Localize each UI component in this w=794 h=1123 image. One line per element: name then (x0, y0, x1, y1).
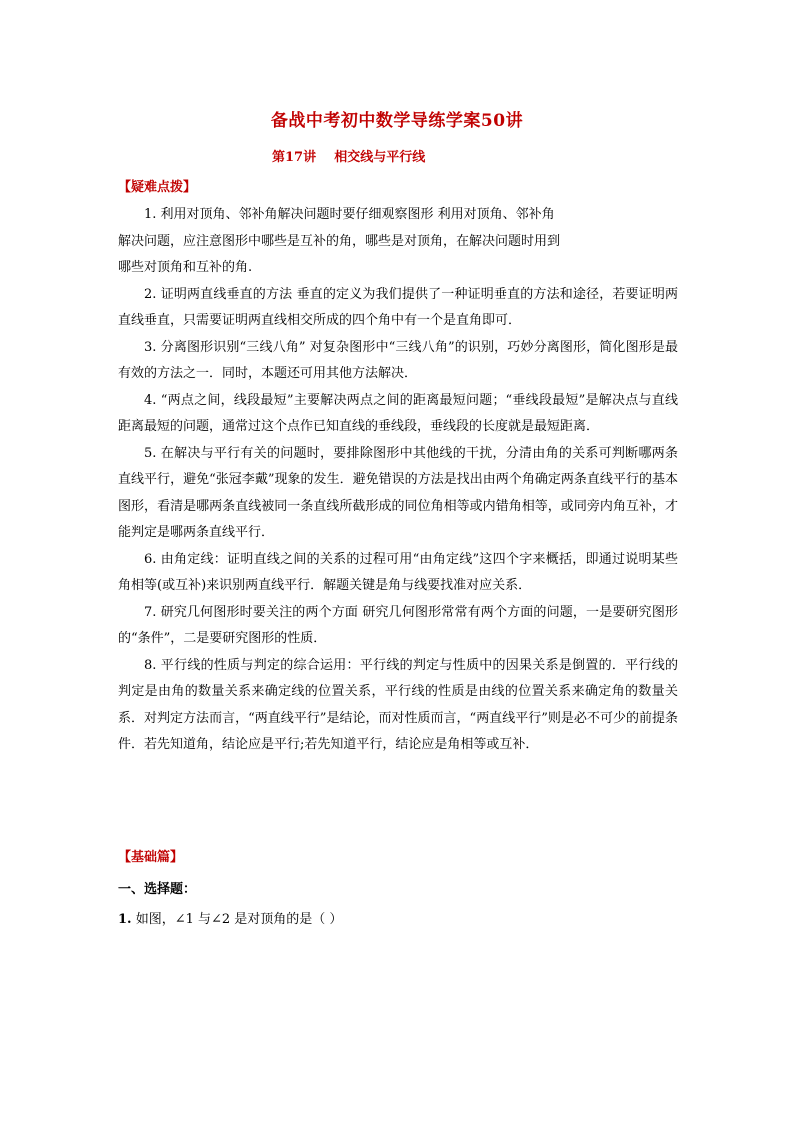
difficulty-points (118, 202, 678, 759)
point-4: 4. “两点之间，线段最短”主要解决两点之间的距离最短问题；“垂线段最短”是解决点与直线距离最短的问题，通常过这个点作已知直线的垂线段，垂线段的长度就是最短距离． (118, 392, 678, 434)
point-5: 5. 在解决与平行有关的问题时，要排除图形中其他线的干扰，分清由角的关系可判断哪两条直线平行，避免“张冠李戴”现象的发生．避免错误的方法是找出由两个角确定两条直线平行的基本图形，看清是哪两条直线被同一条直线所截形成的同位角相等或内错角相等，或同旁内角互补，才能判定是哪两条直线平行． (118, 445, 678, 540)
point-1-line-1: 1. 利用对顶角、邻补角解决问题时要仔细观察图形 利用对顶角、邻补角 (144, 207, 555, 222)
question-1-number: 1. (118, 912, 132, 927)
point-1-line-3: 哪些对顶角和互补的角. (118, 260, 253, 275)
section-heading-basics: 【基础篇】 (118, 850, 184, 865)
point-1-line-2: 解决问题，应注意图形中哪些是互补的角，哪些是对顶角，在解决问题时用到 (118, 233, 561, 249)
question-1-text: 如图，∠1 与∠2 是对顶角的是（ ） (131, 912, 343, 927)
lesson-subtitle: 第17讲 相交线与平行线 (272, 150, 426, 165)
part-heading-multiple-choice: 一、选择题： (118, 882, 197, 897)
point-3: 3. 分离图形识别“三线八角” 对复杂图形中“三线八角”的识别，巧妙分离图形，简化图形是最有效的方法之一．同时，本题还可用其他方法解决． (118, 339, 678, 381)
section-heading-difficulties: 【疑难点拨】 (118, 180, 197, 195)
point-7: 7. 研究几何图形时要关注的两个方面 研究几何图形常常有两个方面的问题，一是要研究图形的“条件”，二是要研究图形的性质． (118, 604, 678, 646)
point-8: 8. 平行线的性质与判定的综合运用：平行线的判定与性质中的因果关系是倒置的．平行线的判定是由角的数量关系来确定线的位置关系，平行线的性质是由线的位置关系来确定角的数量关系．对判定方法而言，“两直线平行”是结论，而对性质而言，“两直线平行”则是必不可少的前提条件．若先知道角，结论应是平行;若先知道平行，结论应是角相等或互补． (118, 657, 678, 752)
document-title: 备战中考初中数学导练学案50讲 (270, 111, 524, 131)
point-2: 2. 证明两直线垂直的方法 垂直的定义为我们提供了一种证明垂直的方法和途径，若要证明两直线垂直，只需要证明两直线相交所成的四个角中有一个是直角即可． (118, 286, 678, 328)
point-6: 6. 由角定线：证明直线之间的关系的过程可用“由角定线”这四个字来概括，即通过说明某些角相等(或互补)来识别两直线平行．解题关键是角与线要找准对应关系． (118, 551, 678, 593)
question-1 (118, 908, 342, 927)
